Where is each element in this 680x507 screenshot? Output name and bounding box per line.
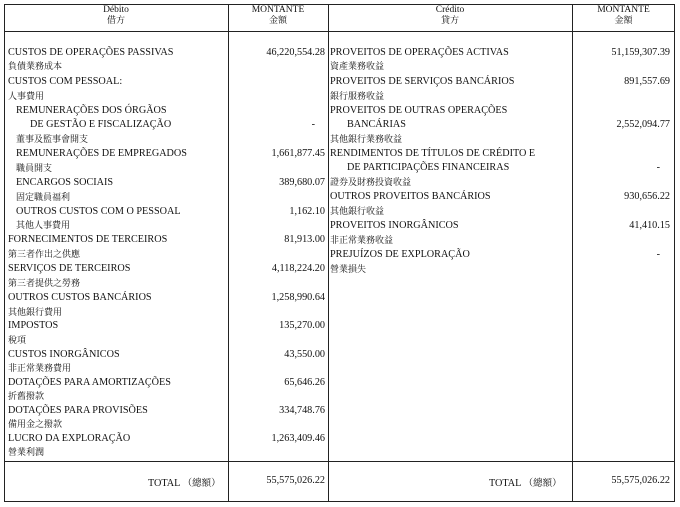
header-montante-right: [572, 5, 675, 27]
debit-row-label-cn: 營業利潤: [8, 448, 45, 458]
debit-row-label: OUTROS CUSTOS BANCÁRIOS: [8, 292, 152, 303]
header-divider: [4, 31, 675, 32]
credit-total-cn: （總額）: [523, 478, 562, 489]
debit-row-label: CUSTOS DE OPERAÇÕES PASSIVAS: [8, 47, 174, 58]
credit-row-label: DE PARTICIPAÇÕES FINANCEIRAS: [347, 162, 510, 173]
credit-row-label: RENDIMENTOS DE TÍTULOS DE CRÉDITO E: [330, 148, 536, 159]
debit-row-label: CUSTOS COM PESSOAL:: [8, 76, 123, 87]
credit-row-label-cn: 證券及財務投資收益: [330, 178, 412, 188]
credit-row-label: PROVEITOS DE SERVIÇOS BANCÁRIOS: [330, 76, 515, 87]
debit-row-amount: 1,661,877.45: [271, 148, 325, 159]
debit-row-label: FORNECIMENTOS DE TERCEIROS: [8, 234, 168, 245]
debit-row-label: REMUNERAÇÕES DE EMPREGADOS: [16, 148, 187, 159]
debit-row-label-cn: 其他銀行費用: [8, 308, 63, 318]
debit-row-amount: 65,646.26: [284, 377, 325, 388]
debit-row-amount: 1,162.10: [289, 206, 325, 217]
debit-row-label-cn: 人事費用: [8, 92, 45, 102]
debit-row-label: DOTAÇÕES PARA AMORTIZAÇÕES: [8, 377, 171, 388]
header-credit-pt: Crédito: [435, 5, 465, 15]
debit-row-amount: 389,680.07: [279, 177, 325, 188]
debit-row-label-cn: 其他人事費用: [16, 221, 71, 231]
credit-row-label-cn: 非正常業務收益: [330, 236, 394, 246]
credit-row-label-cn: 其他銀行業務收益: [330, 135, 403, 145]
debit-row-amount: 1,263,409.46: [271, 433, 325, 444]
credit-row-amount: 51,159,307.39: [611, 47, 670, 58]
debit-row-label: DE GESTÃO E FISCALIZAÇÃO: [30, 119, 172, 130]
debit-total-amount: 55,575,026.22: [266, 475, 325, 486]
debit-row-amount: 43,550.00: [284, 349, 325, 360]
header-credit-cn: 貸方: [440, 16, 459, 26]
debit-row-amount: 4,118,224.20: [271, 263, 325, 274]
credit-row-label-cn: 其他銀行收益: [330, 207, 385, 217]
credit-row-amount: 891,557.69: [624, 76, 670, 87]
debit-total-cn: （總額）: [182, 478, 221, 489]
credit-row-label: PROVEITOS INORGÂNICOS: [330, 220, 459, 231]
column-divider: [328, 4, 329, 502]
credit-row-label: OUTROS PROVEITOS BANCÁRIOS: [330, 191, 491, 202]
debit-row-label-cn: 負債業務成本: [8, 62, 63, 72]
debit-row-label-cn: 非正常業務費用: [8, 364, 72, 374]
debit-row-label: REMUNERAÇÕES DOS ÓRGÃOS: [16, 105, 167, 116]
credit-row-label: PROVEITOS DE OUTRAS OPERAÇÕES: [330, 105, 508, 116]
credit-total-pt: TOTAL: [489, 478, 522, 489]
header-debit-cn: 借方: [106, 16, 125, 26]
credit-total-amount: 55,575,026.22: [611, 475, 670, 486]
header-montante-left-pt: MONTANTE: [251, 5, 305, 15]
debit-row-label: LUCRO DA EXPLORAÇÃO: [8, 433, 131, 444]
credit-row-label: PREJUÍZOS DE EXPLORAÇÃO: [330, 249, 470, 260]
debit-row-label: ENCARGOS SOCIAIS: [16, 177, 114, 188]
debit-row-label-cn: 董事及監事會開支: [16, 135, 89, 145]
credit-row-label-cn: 營業損失: [330, 265, 367, 275]
total-divider: [4, 461, 675, 462]
credit-total-label: [489, 475, 562, 489]
debit-row-label-cn: 職員開支: [16, 164, 53, 174]
debit-row-label-cn: 折舊撥款: [8, 392, 45, 402]
credit-row-label: BANCÁRIAS: [347, 119, 406, 130]
debit-row-label: IMPOSTOS: [8, 320, 59, 331]
debit-row-amount: 46,220,554.28: [266, 47, 325, 58]
debit-row-label-cn: 備用金之撥款: [8, 420, 63, 430]
column-divider: [572, 4, 573, 502]
debit-row-label: DOTAÇÕES PARA PROVISÕES: [8, 405, 148, 416]
header-montante-right-cn: 金額: [614, 16, 633, 26]
debit-row-label: CUSTOS INORGÂNICOS: [8, 349, 120, 360]
credit-row-label-cn: 資產業務收益: [330, 62, 385, 72]
header-debit: [4, 5, 228, 27]
debit-row-label: SERVIÇOS DE TERCEIROS: [8, 263, 131, 274]
header-debit-pt: Débito: [103, 5, 129, 15]
debit-total-label: [148, 475, 221, 489]
debit-total-pt: TOTAL: [148, 478, 181, 489]
credit-row-label-cn: 銀行服務收益: [330, 92, 385, 102]
column-divider: [228, 4, 229, 502]
debit-row-label-cn: 固定職員福利: [16, 193, 71, 203]
debit-row-label-cn: 稅項: [8, 336, 27, 346]
debit-row-amount: 334,748.76: [279, 405, 325, 416]
credit-row-amount: -: [656, 162, 660, 173]
debit-row-label: OUTROS CUSTOS COM O PESSOAL: [16, 206, 181, 217]
credit-row-label: PROVEITOS DE OPERAÇÕES ACTIVAS: [330, 47, 509, 58]
credit-row-amount: 930,656.22: [624, 191, 670, 202]
debit-row-amount: 81,913.00: [284, 234, 325, 245]
credit-row-amount: 41,410.15: [629, 220, 670, 231]
credit-row-amount: 2,552,094.77: [616, 119, 670, 130]
debit-row-label-cn: 第三者作出之供應: [8, 250, 81, 260]
debit-row-amount: 135,270.00: [279, 320, 325, 331]
debit-row-label-cn: 第三者提供之勞務: [8, 279, 81, 289]
debit-row-amount: 1,258,990.64: [271, 292, 325, 303]
credit-row-amount: -: [656, 249, 660, 260]
header-montante-left: [228, 5, 328, 27]
debit-row-amount: -: [311, 119, 315, 130]
header-credit: [328, 5, 572, 27]
header-montante-left-cn: 金額: [268, 16, 287, 26]
header-montante-right-pt: MONTANTE: [597, 5, 650, 15]
